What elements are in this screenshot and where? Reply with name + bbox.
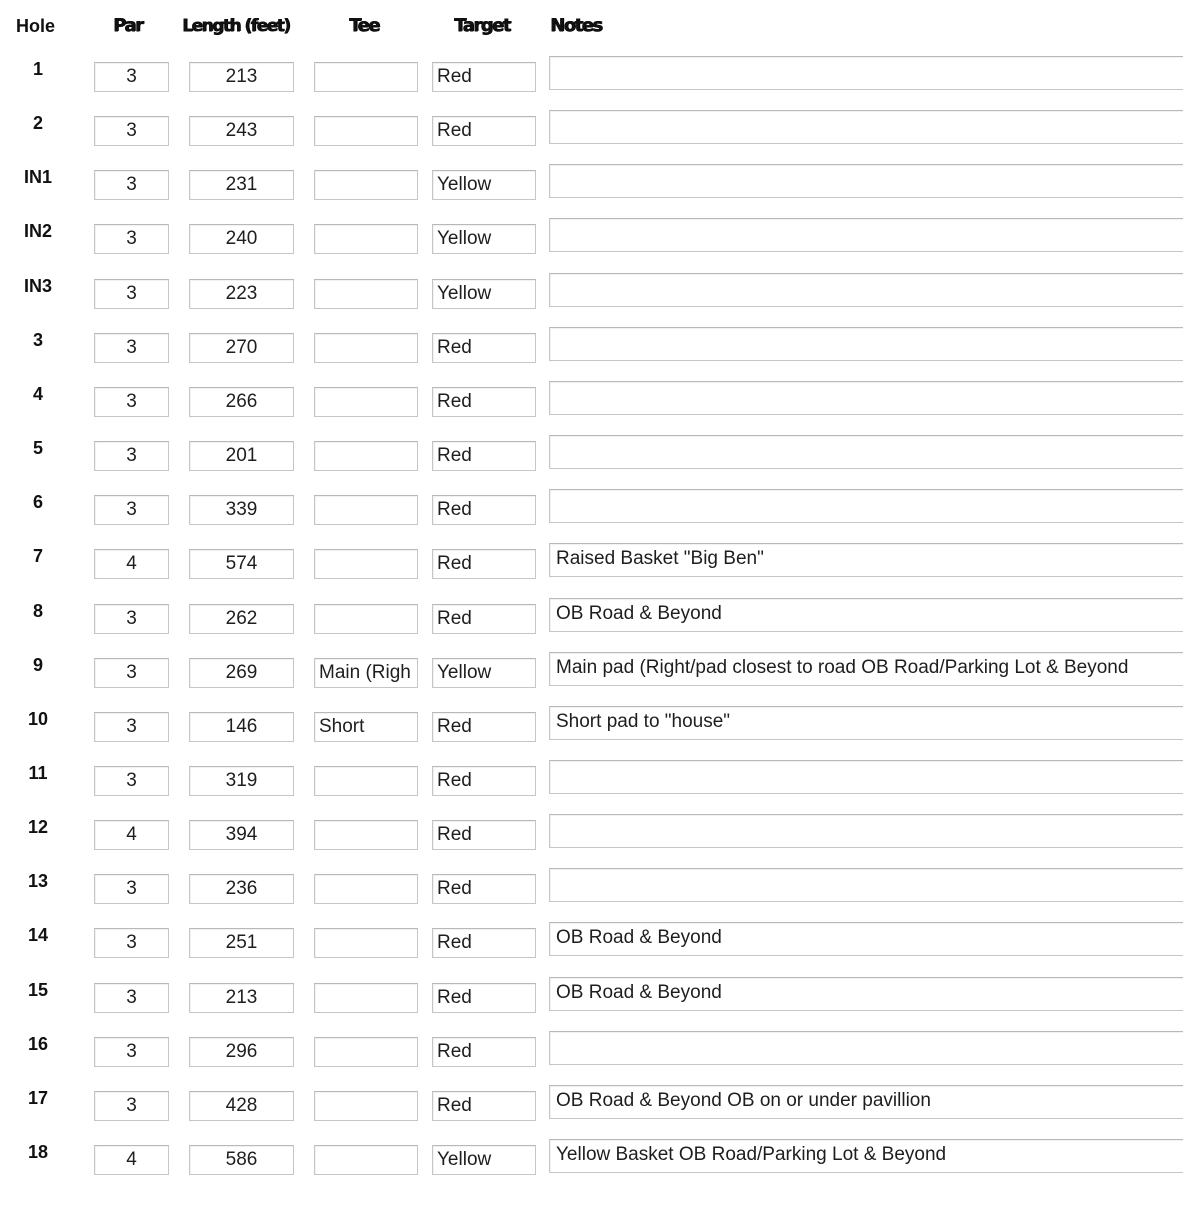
hole-number: 10 bbox=[27, 709, 49, 729]
notes-field[interactable] bbox=[549, 273, 1183, 307]
tee-field[interactable] bbox=[314, 116, 418, 146]
target-field[interactable]: Red bbox=[432, 766, 536, 796]
tee-field[interactable] bbox=[314, 928, 418, 958]
tee-field[interactable] bbox=[314, 1091, 418, 1121]
length-field[interactable]: 243 bbox=[189, 116, 294, 146]
tee-field[interactable] bbox=[314, 983, 418, 1013]
table-row bbox=[0, 379, 1183, 415]
length-field[interactable]: 270 bbox=[189, 333, 294, 363]
length-field[interactable]: 394 bbox=[189, 820, 294, 850]
table-row bbox=[0, 975, 1183, 1011]
target-field[interactable]: Yellow bbox=[432, 170, 536, 200]
table-row bbox=[0, 866, 1183, 902]
hole-number: 18 bbox=[27, 1142, 49, 1162]
target-field[interactable]: Red bbox=[432, 1037, 536, 1067]
target-field[interactable]: Red bbox=[432, 874, 536, 904]
tee-field[interactable] bbox=[314, 170, 418, 200]
par-field[interactable]: 3 bbox=[94, 333, 169, 363]
notes-field[interactable] bbox=[549, 56, 1183, 90]
par-field[interactable]: 3 bbox=[94, 766, 169, 796]
target-field[interactable]: Red bbox=[432, 116, 536, 146]
tee-field[interactable] bbox=[314, 279, 418, 309]
column-header-par: Par bbox=[113, 15, 143, 36]
notes-field[interactable] bbox=[549, 381, 1183, 415]
target-field[interactable]: Yellow bbox=[432, 1145, 536, 1175]
length-field[interactable]: 251 bbox=[189, 928, 294, 958]
table-row bbox=[0, 271, 1183, 307]
hole-number: 11 bbox=[28, 763, 48, 783]
length-field[interactable]: 223 bbox=[189, 279, 294, 309]
notes-field[interactable]: Yellow Basket OB Road/Parking Lot & Beyond bbox=[549, 1139, 1183, 1173]
tee-field[interactable] bbox=[314, 820, 418, 850]
notes-field[interactable] bbox=[549, 110, 1183, 144]
hole-number: IN3 bbox=[23, 276, 52, 296]
hole-number: 4 bbox=[32, 384, 43, 404]
notes-field[interactable]: Main pad (Right/pad closest to road OB Road/Parking Lot & Beyond bbox=[549, 652, 1183, 686]
length-field[interactable]: 213 bbox=[189, 62, 294, 92]
hole-number: 14 bbox=[27, 925, 49, 945]
notes-field[interactable]: OB Road & Beyond OB on or under pavillion bbox=[549, 1085, 1183, 1119]
par-field[interactable]: 3 bbox=[94, 658, 169, 688]
notes-field[interactable] bbox=[549, 489, 1183, 523]
length-field[interactable]: 240 bbox=[189, 224, 294, 254]
par-field[interactable]: 3 bbox=[94, 712, 169, 742]
column-header-hole: Hole bbox=[16, 16, 56, 36]
target-field[interactable]: Red bbox=[432, 495, 536, 525]
hole-number: 5 bbox=[32, 438, 43, 458]
notes-field[interactable] bbox=[549, 327, 1183, 361]
length-field[interactable]: 236 bbox=[189, 874, 294, 904]
tee-field[interactable] bbox=[314, 333, 418, 363]
hole-number: 1 bbox=[32, 59, 43, 79]
target-field[interactable]: Red bbox=[432, 820, 536, 850]
notes-field[interactable] bbox=[549, 164, 1183, 198]
length-field[interactable]: 319 bbox=[189, 766, 294, 796]
hole-number: 9 bbox=[32, 655, 43, 675]
notes-field[interactable] bbox=[549, 435, 1183, 469]
notes-field[interactable] bbox=[549, 868, 1183, 902]
notes-field[interactable]: OB Road & Beyond bbox=[549, 922, 1183, 956]
par-field[interactable]: 3 bbox=[94, 62, 169, 92]
par-field[interactable]: 4 bbox=[94, 820, 169, 850]
table-row bbox=[0, 433, 1183, 469]
tee-field[interactable] bbox=[314, 766, 418, 796]
length-field[interactable]: 201 bbox=[189, 441, 294, 471]
length-field[interactable]: 296 bbox=[189, 1037, 294, 1067]
hole-number: 16 bbox=[27, 1034, 49, 1054]
par-field[interactable]: 3 bbox=[94, 170, 169, 200]
hole-number: 12 bbox=[27, 817, 49, 837]
target-field[interactable]: Red bbox=[432, 928, 536, 958]
length-field[interactable]: 428 bbox=[189, 1091, 294, 1121]
length-field[interactable]: 231 bbox=[189, 170, 294, 200]
target-field[interactable]: Yellow bbox=[432, 279, 536, 309]
target-field[interactable]: Red bbox=[432, 712, 536, 742]
notes-field[interactable] bbox=[549, 814, 1183, 848]
tee-field[interactable] bbox=[314, 387, 418, 417]
table-row bbox=[0, 54, 1183, 90]
notes-field[interactable]: OB Road & Beyond bbox=[549, 598, 1183, 632]
table-row bbox=[0, 596, 1183, 632]
target-field[interactable]: Red bbox=[432, 387, 536, 417]
par-field[interactable]: 4 bbox=[94, 1145, 169, 1175]
length-field[interactable]: 146 bbox=[189, 712, 294, 742]
hole-number: 13 bbox=[27, 871, 49, 891]
table-row bbox=[0, 162, 1183, 198]
column-header-length: Length (feet) bbox=[182, 16, 290, 36]
par-field[interactable]: 3 bbox=[94, 604, 169, 634]
hole-number: 17 bbox=[27, 1088, 49, 1108]
table-row bbox=[0, 920, 1183, 956]
table-row bbox=[0, 758, 1183, 794]
hole-number: IN2 bbox=[23, 221, 52, 241]
length-field[interactable]: 269 bbox=[189, 658, 294, 688]
notes-field[interactable] bbox=[549, 760, 1183, 794]
notes-field[interactable] bbox=[549, 1031, 1183, 1065]
hole-number: 7 bbox=[32, 546, 43, 566]
length-field[interactable]: 262 bbox=[189, 604, 294, 634]
par-field[interactable]: 3 bbox=[94, 116, 169, 146]
tee-field[interactable] bbox=[314, 549, 418, 579]
table-row bbox=[0, 650, 1183, 686]
target-field[interactable]: Red bbox=[432, 1091, 536, 1121]
table-row bbox=[0, 108, 1183, 144]
target-field[interactable]: Red bbox=[432, 549, 536, 579]
column-header-tee: Tee bbox=[349, 15, 379, 36]
par-field[interactable]: 3 bbox=[94, 874, 169, 904]
target-field[interactable]: Red bbox=[432, 333, 536, 363]
tee-field[interactable] bbox=[314, 604, 418, 634]
par-field[interactable]: 3 bbox=[94, 441, 169, 471]
tee-field[interactable] bbox=[314, 495, 418, 525]
table-row bbox=[0, 1029, 1183, 1065]
notes-field[interactable]: Raised Basket "Big Ben" bbox=[549, 543, 1183, 577]
length-field[interactable]: 574 bbox=[189, 549, 294, 579]
table-row bbox=[0, 704, 1183, 740]
par-field[interactable]: 3 bbox=[94, 1037, 169, 1067]
table-row bbox=[0, 1137, 1183, 1173]
table-row bbox=[0, 541, 1183, 577]
table-row bbox=[0, 216, 1183, 252]
target-field[interactable]: Red bbox=[432, 62, 536, 92]
tee-field[interactable]: Short bbox=[314, 712, 418, 742]
table-row bbox=[0, 325, 1183, 361]
par-field[interactable]: 3 bbox=[94, 1091, 169, 1121]
column-header-notes: Notes bbox=[550, 15, 602, 36]
notes-field[interactable]: OB Road & Beyond bbox=[549, 977, 1183, 1011]
par-field[interactable]: 3 bbox=[94, 224, 169, 254]
target-field[interactable]: Red bbox=[432, 604, 536, 634]
target-field[interactable]: Red bbox=[432, 441, 536, 471]
par-field[interactable]: 3 bbox=[94, 279, 169, 309]
tee-field[interactable] bbox=[314, 441, 418, 471]
hole-number: 6 bbox=[32, 492, 43, 512]
target-field[interactable]: Yellow bbox=[432, 658, 536, 688]
tee-field[interactable] bbox=[314, 62, 418, 92]
par-field[interactable]: 3 bbox=[94, 387, 169, 417]
tee-field[interactable]: Main (Righ bbox=[314, 658, 418, 688]
par-field[interactable]: 4 bbox=[94, 549, 169, 579]
hole-number: 15 bbox=[27, 980, 49, 1000]
par-field[interactable]: 3 bbox=[94, 928, 169, 958]
hole-number: 3 bbox=[32, 330, 43, 350]
length-field[interactable]: 213 bbox=[189, 983, 294, 1013]
table-row bbox=[0, 487, 1183, 523]
hole-number: 8 bbox=[32, 601, 43, 621]
par-field[interactable]: 3 bbox=[94, 495, 169, 525]
par-field[interactable]: 3 bbox=[94, 983, 169, 1013]
hole-number: IN1 bbox=[23, 167, 52, 187]
length-field[interactable]: 266 bbox=[189, 387, 294, 417]
notes-field[interactable]: Short pad to "house" bbox=[549, 706, 1183, 740]
tee-field[interactable] bbox=[314, 224, 418, 254]
table-header bbox=[0, 0, 1183, 52]
tee-field[interactable] bbox=[314, 1145, 418, 1175]
column-header-target: Target bbox=[454, 15, 510, 36]
length-field[interactable]: 339 bbox=[189, 495, 294, 525]
hole-number: 2 bbox=[32, 113, 43, 133]
target-field[interactable]: Yellow bbox=[432, 224, 536, 254]
notes-field[interactable] bbox=[549, 218, 1183, 252]
table-row bbox=[0, 812, 1183, 848]
table-row bbox=[0, 1083, 1183, 1119]
tee-field[interactable] bbox=[314, 874, 418, 904]
length-field[interactable]: 586 bbox=[189, 1145, 294, 1175]
tee-field[interactable] bbox=[314, 1037, 418, 1067]
target-field[interactable]: Red bbox=[432, 983, 536, 1013]
